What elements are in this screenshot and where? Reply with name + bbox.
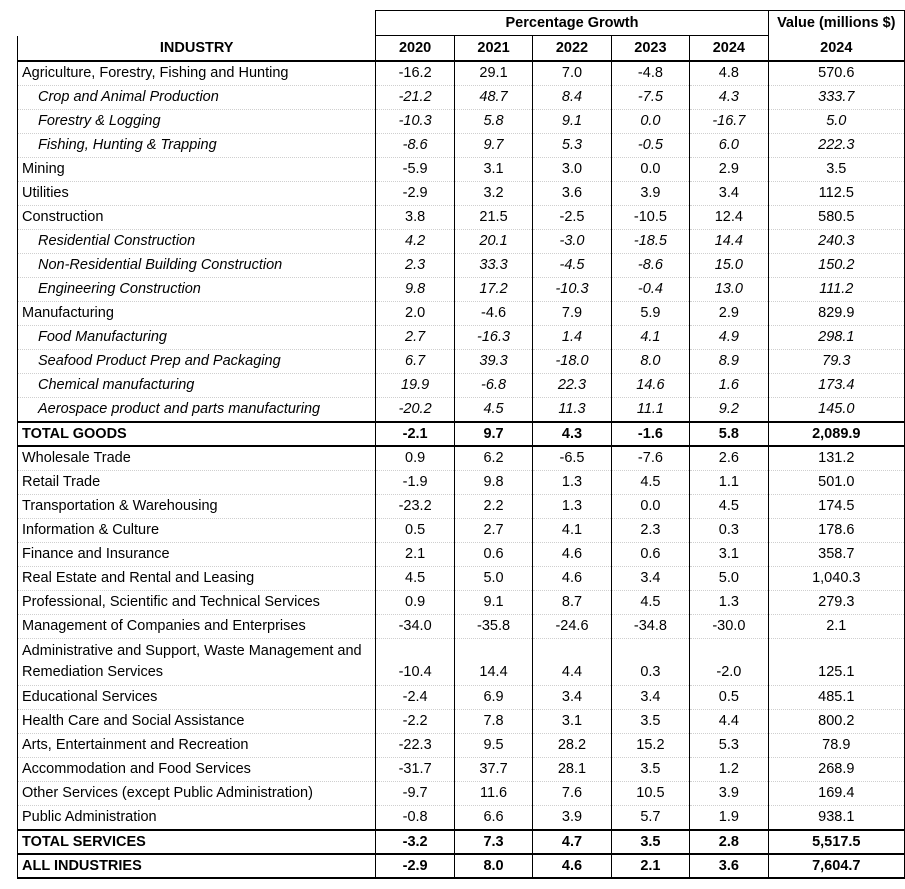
growth-cell: 4.8 <box>690 61 768 86</box>
growth-cell: 0.0 <box>611 495 689 519</box>
growth-cell: -21.2 <box>376 86 454 110</box>
growth-cell: 7.3 <box>454 830 532 854</box>
growth-cell: 14.6 <box>611 374 689 398</box>
industry-name: Public Administration <box>18 806 376 831</box>
table-row <box>18 734 905 758</box>
table-super-header <box>18 11 905 36</box>
table-header <box>18 36 905 62</box>
growth-cell: 9.7 <box>454 422 532 446</box>
value-cell: 7,604.7 <box>768 854 904 878</box>
industry-name: Real Estate and Rental and Leasing <box>18 567 376 591</box>
total-row <box>18 854 905 878</box>
growth-cell: 0.0 <box>611 110 689 134</box>
growth-cell: 3.9 <box>611 182 689 206</box>
table-row <box>18 567 905 591</box>
growth-cell: 15.0 <box>690 254 768 278</box>
growth-cell: 9.5 <box>454 734 532 758</box>
growth-cell: 7.9 <box>533 302 611 326</box>
growth-cell: 8.7 <box>533 591 611 615</box>
growth-cell: 5.8 <box>454 110 532 134</box>
growth-cell: -1.6 <box>611 422 689 446</box>
value-header: Value (millions $) <box>768 11 904 36</box>
value-cell: 333.7 <box>768 86 904 110</box>
growth-cell: -6.8 <box>454 374 532 398</box>
growth-cell: 29.1 <box>454 61 532 86</box>
table-row <box>18 86 905 110</box>
value-cell: 5,517.5 <box>768 830 904 854</box>
growth-cell: 1.2 <box>690 758 768 782</box>
growth-cell: 3.4 <box>690 182 768 206</box>
growth-cell: -0.8 <box>376 806 454 831</box>
table-row <box>18 230 905 254</box>
growth-cell: 1.9 <box>690 806 768 831</box>
growth-cell: 2.3 <box>376 254 454 278</box>
growth-cell: 0.5 <box>376 519 454 543</box>
value-year-header: 2024 <box>768 36 904 62</box>
growth-cell: 9.8 <box>454 471 532 495</box>
growth-cell: -5.9 <box>376 158 454 182</box>
growth-cell: 3.5 <box>611 710 689 734</box>
value-cell: 131.2 <box>768 446 904 471</box>
growth-cell: 7.0 <box>533 61 611 86</box>
growth-cell: -2.2 <box>376 710 454 734</box>
growth-cell: -22.3 <box>376 734 454 758</box>
growth-cell: 4.6 <box>533 567 611 591</box>
growth-cell: 4.7 <box>533 830 611 854</box>
value-cell: 150.2 <box>768 254 904 278</box>
growth-cell: 4.5 <box>611 471 689 495</box>
value-cell: 938.1 <box>768 806 904 831</box>
value-cell: 173.4 <box>768 374 904 398</box>
growth-cell: 1.3 <box>533 471 611 495</box>
growth-cell: -3.2 <box>376 830 454 854</box>
growth-cell: 9.1 <box>533 110 611 134</box>
table-row <box>18 182 905 206</box>
growth-cell: 20.1 <box>454 230 532 254</box>
growth-cell: 4.5 <box>376 567 454 591</box>
growth-cell: -8.6 <box>611 254 689 278</box>
industry-name: ALL INDUSTRIES <box>18 854 376 878</box>
growth-cell: -6.5 <box>533 446 611 471</box>
growth-cell: 6.2 <box>454 446 532 471</box>
value-cell: 79.3 <box>768 350 904 374</box>
growth-cell: 2.1 <box>611 854 689 878</box>
growth-cell: 2.7 <box>376 326 454 350</box>
growth-cell: 9.1 <box>454 591 532 615</box>
industry-name: Professional, Scientific and Technical Services <box>18 591 376 615</box>
table-row <box>18 639 905 686</box>
industry-name: Arts, Entertainment and Recreation <box>18 734 376 758</box>
growth-cell: 4.5 <box>690 495 768 519</box>
value-cell: 174.5 <box>768 495 904 519</box>
value-cell: 78.9 <box>768 734 904 758</box>
table-row <box>18 398 905 423</box>
industry-name: Residential Construction <box>18 230 376 254</box>
value-cell: 2,089.9 <box>768 422 904 446</box>
table-row <box>18 782 905 806</box>
growth-cell: 6.7 <box>376 350 454 374</box>
value-cell: 240.3 <box>768 230 904 254</box>
value-cell: 111.2 <box>768 278 904 302</box>
industry-name: Manufacturing <box>18 302 376 326</box>
industry-name: Engineering Construction <box>18 278 376 302</box>
growth-cell: 33.3 <box>454 254 532 278</box>
table-row <box>18 471 905 495</box>
industry-name: Utilities <box>18 182 376 206</box>
blank-cell <box>18 11 376 36</box>
industry-header: INDUSTRY <box>18 36 376 62</box>
growth-cell: 3.9 <box>690 782 768 806</box>
growth-cell: 2.8 <box>690 830 768 854</box>
growth-cell: -2.5 <box>533 206 611 230</box>
year-header: 2021 <box>454 36 532 62</box>
growth-cell: 4.3 <box>690 86 768 110</box>
growth-cell: 5.3 <box>533 134 611 158</box>
growth-cell: 3.6 <box>690 854 768 878</box>
growth-cell: -4.6 <box>454 302 532 326</box>
table-row <box>18 374 905 398</box>
growth-cell: 5.7 <box>611 806 689 831</box>
value-cell: 570.6 <box>768 61 904 86</box>
growth-cell: 39.3 <box>454 350 532 374</box>
growth-cell: 0.9 <box>376 591 454 615</box>
growth-cell: 3.4 <box>533 686 611 710</box>
value-cell: 829.9 <box>768 302 904 326</box>
growth-cell: -16.2 <box>376 61 454 86</box>
value-cell: 1,040.3 <box>768 567 904 591</box>
industry-name: Construction <box>18 206 376 230</box>
growth-cell: 3.4 <box>611 686 689 710</box>
growth-cell: 8.0 <box>611 350 689 374</box>
growth-cell: 28.1 <box>533 758 611 782</box>
value-cell: 501.0 <box>768 471 904 495</box>
table-row <box>18 254 905 278</box>
growth-cell: 2.1 <box>376 543 454 567</box>
value-cell: 169.4 <box>768 782 904 806</box>
table-row <box>18 446 905 471</box>
growth-cell: 37.7 <box>454 758 532 782</box>
growth-cell: 10.5 <box>611 782 689 806</box>
table-row <box>18 686 905 710</box>
growth-cell: 8.0 <box>454 854 532 878</box>
value-cell: 800.2 <box>768 710 904 734</box>
growth-cell: 2.6 <box>690 446 768 471</box>
table-row <box>18 278 905 302</box>
percentage-growth-header: Percentage Growth <box>376 11 768 36</box>
value-cell: 112.5 <box>768 182 904 206</box>
growth-cell: 0.6 <box>611 543 689 567</box>
growth-cell: 0.9 <box>376 446 454 471</box>
growth-cell: 4.5 <box>611 591 689 615</box>
growth-cell: 5.0 <box>454 567 532 591</box>
growth-cell: 11.3 <box>533 398 611 423</box>
growth-cell: -20.2 <box>376 398 454 423</box>
value-cell: 298.1 <box>768 326 904 350</box>
growth-cell: 3.5 <box>611 830 689 854</box>
industry-name: Retail Trade <box>18 471 376 495</box>
value-cell: 125.1 <box>768 639 904 686</box>
growth-cell: -0.5 <box>611 134 689 158</box>
table-row <box>18 302 905 326</box>
table-row <box>18 61 905 86</box>
growth-cell: 2.2 <box>454 495 532 519</box>
industry-name: Crop and Animal Production <box>18 86 376 110</box>
growth-cell: 0.5 <box>690 686 768 710</box>
growth-cell: -16.7 <box>690 110 768 134</box>
value-cell: 145.0 <box>768 398 904 423</box>
growth-cell: 4.4 <box>690 710 768 734</box>
industry-name: TOTAL GOODS <box>18 422 376 446</box>
growth-cell: 2.9 <box>690 158 768 182</box>
growth-cell: 5.3 <box>690 734 768 758</box>
table-row <box>18 758 905 782</box>
growth-cell: -31.7 <box>376 758 454 782</box>
value-cell: 222.3 <box>768 134 904 158</box>
growth-cell: 6.0 <box>690 134 768 158</box>
growth-cell: 6.6 <box>454 806 532 831</box>
growth-cell: 3.8 <box>376 206 454 230</box>
growth-cell: -23.2 <box>376 495 454 519</box>
industry-name: Agriculture, Forestry, Fishing and Hunting <box>18 61 376 86</box>
industry-name: Management of Companies and Enterprises <box>18 615 376 639</box>
growth-cell: 3.5 <box>611 758 689 782</box>
table-row <box>18 710 905 734</box>
growth-cell: -34.8 <box>611 615 689 639</box>
industry-name: Aerospace product and parts manufacturing <box>18 398 376 423</box>
growth-cell: 14.4 <box>690 230 768 254</box>
growth-cell: -2.1 <box>376 422 454 446</box>
value-cell: 3.5 <box>768 158 904 182</box>
value-cell: 580.5 <box>768 206 904 230</box>
industry-name: Administrative and Support, Waste Management and Remediation Services <box>18 639 376 686</box>
growth-cell: 1.3 <box>690 591 768 615</box>
growth-cell: 4.4 <box>533 639 611 686</box>
total-row <box>18 830 905 854</box>
growth-cell: -10.3 <box>376 110 454 134</box>
industry-name: Forestry & Logging <box>18 110 376 134</box>
table-row <box>18 158 905 182</box>
growth-cell: 4.5 <box>454 398 532 423</box>
growth-cell: -8.6 <box>376 134 454 158</box>
growth-cell: 19.9 <box>376 374 454 398</box>
growth-cell: 0.0 <box>611 158 689 182</box>
year-header: 2023 <box>611 36 689 62</box>
growth-cell: 14.4 <box>454 639 532 686</box>
growth-cell: 3.6 <box>533 182 611 206</box>
growth-cell: -35.8 <box>454 615 532 639</box>
growth-cell: -2.0 <box>690 639 768 686</box>
table-row <box>18 326 905 350</box>
table-row <box>18 350 905 374</box>
industry-name: Health Care and Social Assistance <box>18 710 376 734</box>
growth-cell: -24.6 <box>533 615 611 639</box>
growth-cell: 0.3 <box>611 639 689 686</box>
industry-name: Accommodation and Food Services <box>18 758 376 782</box>
industry-name: Fishing, Hunting & Trapping <box>18 134 376 158</box>
industry-name: Other Services (except Public Administration) <box>18 782 376 806</box>
industry-name: Mining <box>18 158 376 182</box>
industry-name: Chemical manufacturing <box>18 374 376 398</box>
growth-cell: -18.0 <box>533 350 611 374</box>
total-row <box>18 422 905 446</box>
industry-name: Transportation & Warehousing <box>18 495 376 519</box>
industry-name: Seafood Product Prep and Packaging <box>18 350 376 374</box>
growth-cell: 4.2 <box>376 230 454 254</box>
industry-name: Educational Services <box>18 686 376 710</box>
growth-cell: 3.4 <box>611 567 689 591</box>
value-cell: 178.6 <box>768 519 904 543</box>
growth-cell: -4.8 <box>611 61 689 86</box>
table-row <box>18 134 905 158</box>
growth-cell: 3.1 <box>690 543 768 567</box>
value-cell: 268.9 <box>768 758 904 782</box>
growth-cell: 15.2 <box>611 734 689 758</box>
table-row <box>18 110 905 134</box>
growth-cell: 4.6 <box>533 854 611 878</box>
growth-cell: -2.4 <box>376 686 454 710</box>
growth-cell: -2.9 <box>376 854 454 878</box>
growth-cell: -30.0 <box>690 615 768 639</box>
year-header: 2024 <box>690 36 768 62</box>
growth-cell: -16.3 <box>454 326 532 350</box>
growth-cell: 4.9 <box>690 326 768 350</box>
growth-cell: 5.8 <box>690 422 768 446</box>
growth-cell: 17.2 <box>454 278 532 302</box>
industry-name: Food Manufacturing <box>18 326 376 350</box>
growth-cell: 9.7 <box>454 134 532 158</box>
industry-name: TOTAL SERVICES <box>18 830 376 854</box>
growth-cell: 9.2 <box>690 398 768 423</box>
growth-cell: 1.1 <box>690 471 768 495</box>
growth-cell: 0.6 <box>454 543 532 567</box>
growth-cell: -1.9 <box>376 471 454 495</box>
growth-cell: 2.9 <box>690 302 768 326</box>
growth-cell: 2.0 <box>376 302 454 326</box>
table-row <box>18 206 905 230</box>
value-cell: 2.1 <box>768 615 904 639</box>
growth-cell: 2.7 <box>454 519 532 543</box>
industry-growth-table <box>17 10 905 879</box>
table-row <box>18 495 905 519</box>
growth-cell: 8.4 <box>533 86 611 110</box>
growth-cell: 11.6 <box>454 782 532 806</box>
growth-cell: 4.3 <box>533 422 611 446</box>
growth-cell: 4.1 <box>533 519 611 543</box>
industry-name: Information & Culture <box>18 519 376 543</box>
industry-name: Non-Residential Building Construction <box>18 254 376 278</box>
growth-cell: 21.5 <box>454 206 532 230</box>
growth-cell: -9.7 <box>376 782 454 806</box>
growth-cell: -0.4 <box>611 278 689 302</box>
growth-cell: 11.1 <box>611 398 689 423</box>
table-row <box>18 806 905 831</box>
growth-cell: 9.8 <box>376 278 454 302</box>
growth-cell: 3.9 <box>533 806 611 831</box>
growth-cell: 3.1 <box>454 158 532 182</box>
growth-cell: -34.0 <box>376 615 454 639</box>
growth-cell: 48.7 <box>454 86 532 110</box>
growth-cell: -3.0 <box>533 230 611 254</box>
growth-cell: 8.9 <box>690 350 768 374</box>
growth-cell: 28.2 <box>533 734 611 758</box>
growth-cell: -7.5 <box>611 86 689 110</box>
growth-cell: -2.9 <box>376 182 454 206</box>
growth-cell: 12.4 <box>690 206 768 230</box>
growth-cell: 1.3 <box>533 495 611 519</box>
growth-cell: -7.6 <box>611 446 689 471</box>
growth-cell: -18.5 <box>611 230 689 254</box>
value-cell: 279.3 <box>768 591 904 615</box>
year-header: 2022 <box>533 36 611 62</box>
table-row <box>18 615 905 639</box>
growth-cell: 5.9 <box>611 302 689 326</box>
growth-cell: 3.2 <box>454 182 532 206</box>
industry-name: Wholesale Trade <box>18 446 376 471</box>
year-header: 2020 <box>376 36 454 62</box>
growth-cell: 2.3 <box>611 519 689 543</box>
table-row <box>18 543 905 567</box>
value-cell: 358.7 <box>768 543 904 567</box>
value-cell: 485.1 <box>768 686 904 710</box>
value-cell: 5.0 <box>768 110 904 134</box>
growth-cell: 5.0 <box>690 567 768 591</box>
growth-cell: -10.5 <box>611 206 689 230</box>
growth-cell: -10.4 <box>376 639 454 686</box>
growth-cell: 4.6 <box>533 543 611 567</box>
growth-cell: 4.1 <box>611 326 689 350</box>
growth-cell: -4.5 <box>533 254 611 278</box>
growth-cell: 7.6 <box>533 782 611 806</box>
growth-cell: 13.0 <box>690 278 768 302</box>
table-row <box>18 591 905 615</box>
growth-cell: 0.3 <box>690 519 768 543</box>
growth-cell: -10.3 <box>533 278 611 302</box>
growth-cell: 1.4 <box>533 326 611 350</box>
growth-cell: 6.9 <box>454 686 532 710</box>
growth-cell: 22.3 <box>533 374 611 398</box>
industry-name: Finance and Insurance <box>18 543 376 567</box>
growth-cell: 7.8 <box>454 710 532 734</box>
growth-cell: 3.0 <box>533 158 611 182</box>
growth-cell: 3.1 <box>533 710 611 734</box>
table-row <box>18 519 905 543</box>
growth-cell: 1.6 <box>690 374 768 398</box>
